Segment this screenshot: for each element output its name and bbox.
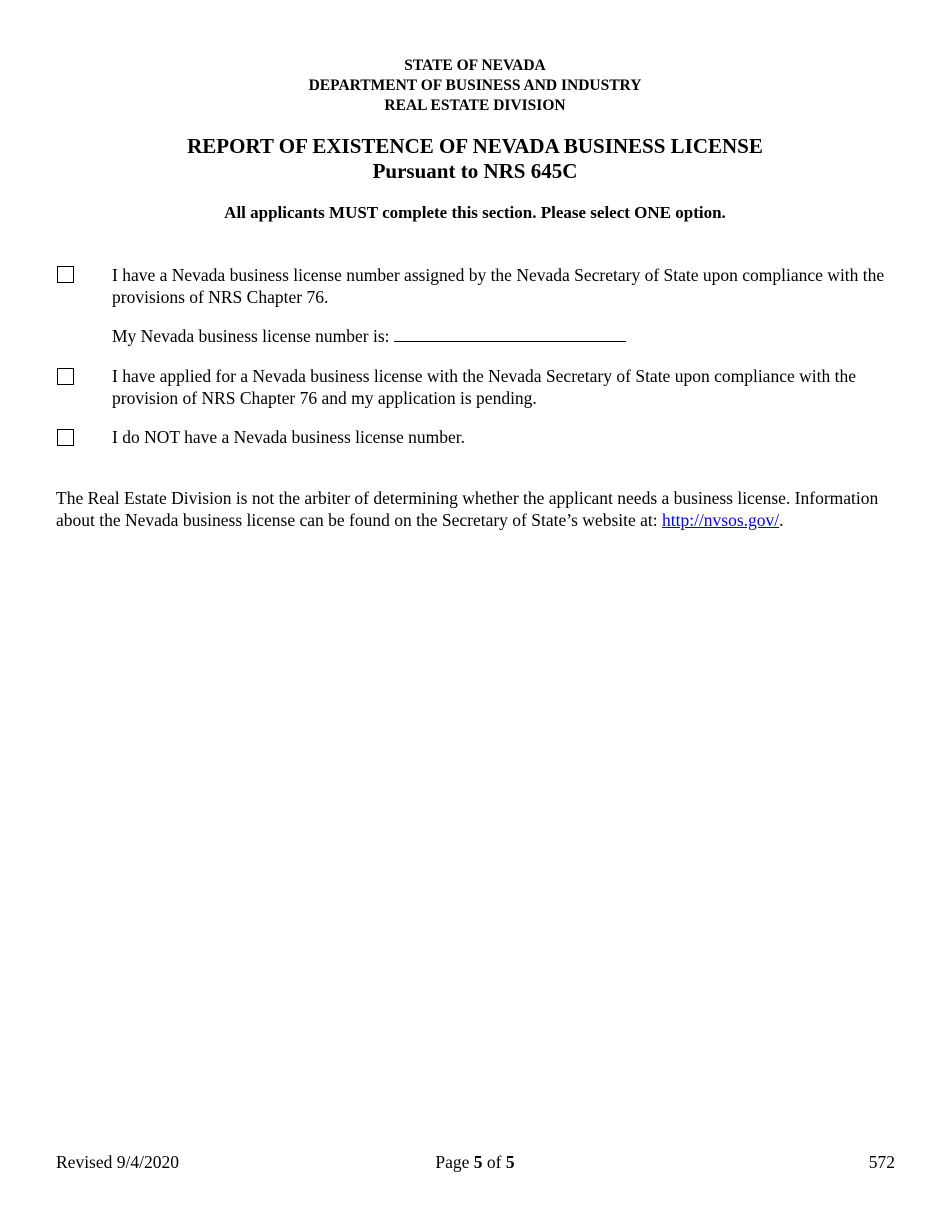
form-title xyxy=(0,134,950,184)
header-division: REAL ESTATE DIVISION xyxy=(384,97,566,114)
footnote-paragraph xyxy=(56,488,896,531)
form-title-sub: Pursuant to NRS 645C xyxy=(372,159,578,183)
page-current: 5 xyxy=(473,1152,483,1172)
header-department: DEPARTMENT OF BUSINESS AND INDUSTRY xyxy=(308,77,642,94)
option-applied-checkbox[interactable] xyxy=(57,368,74,385)
footnote-text: The Real Estate Division is not the arbiter of determining whether the applicant needs a business license. Information about the Nevada business license can be found on the Secretary of State’s website at: xyxy=(56,488,879,530)
footnote-trailing: . xyxy=(779,509,784,530)
license-number-field[interactable] xyxy=(394,325,626,342)
agency-header xyxy=(0,56,950,116)
page-prefix: Page xyxy=(435,1152,470,1172)
page-number xyxy=(0,1152,950,1174)
option-no-license-text: I do NOT have a Nevada business license number. xyxy=(112,427,465,447)
instruction-text: All applicants MUST complete this section. Please select ONE option. xyxy=(224,203,726,222)
option-has-license-checkbox[interactable] xyxy=(57,266,74,283)
option-no-license-checkbox[interactable] xyxy=(57,429,74,446)
option-has-license-text: I have a Nevada business license number assigned by the Nevada Secretary of State upon compliance with the provisions of NRS Chapter 76. xyxy=(112,265,885,307)
form-title-main: REPORT OF EXISTENCE OF NEVADA BUSINESS LICENSE xyxy=(187,134,763,158)
option-applied-text: I have applied for a Nevada business license with the Nevada Secretary of State upon compliance with the provision of NRS Chapter 76 and my application is pending. xyxy=(112,366,856,408)
license-number-label: My Nevada business license number is: xyxy=(112,326,390,346)
page-total: 5 xyxy=(505,1152,515,1172)
header-state: STATE OF NEVADA xyxy=(404,57,546,74)
revised-date: Revised 9/4/2020 xyxy=(56,1152,179,1172)
page-of: of xyxy=(486,1152,502,1172)
form-number: 572 xyxy=(868,1152,895,1172)
nvsos-link[interactable]: http://nvsos.gov/ xyxy=(662,509,780,530)
license-number-row xyxy=(112,325,626,348)
